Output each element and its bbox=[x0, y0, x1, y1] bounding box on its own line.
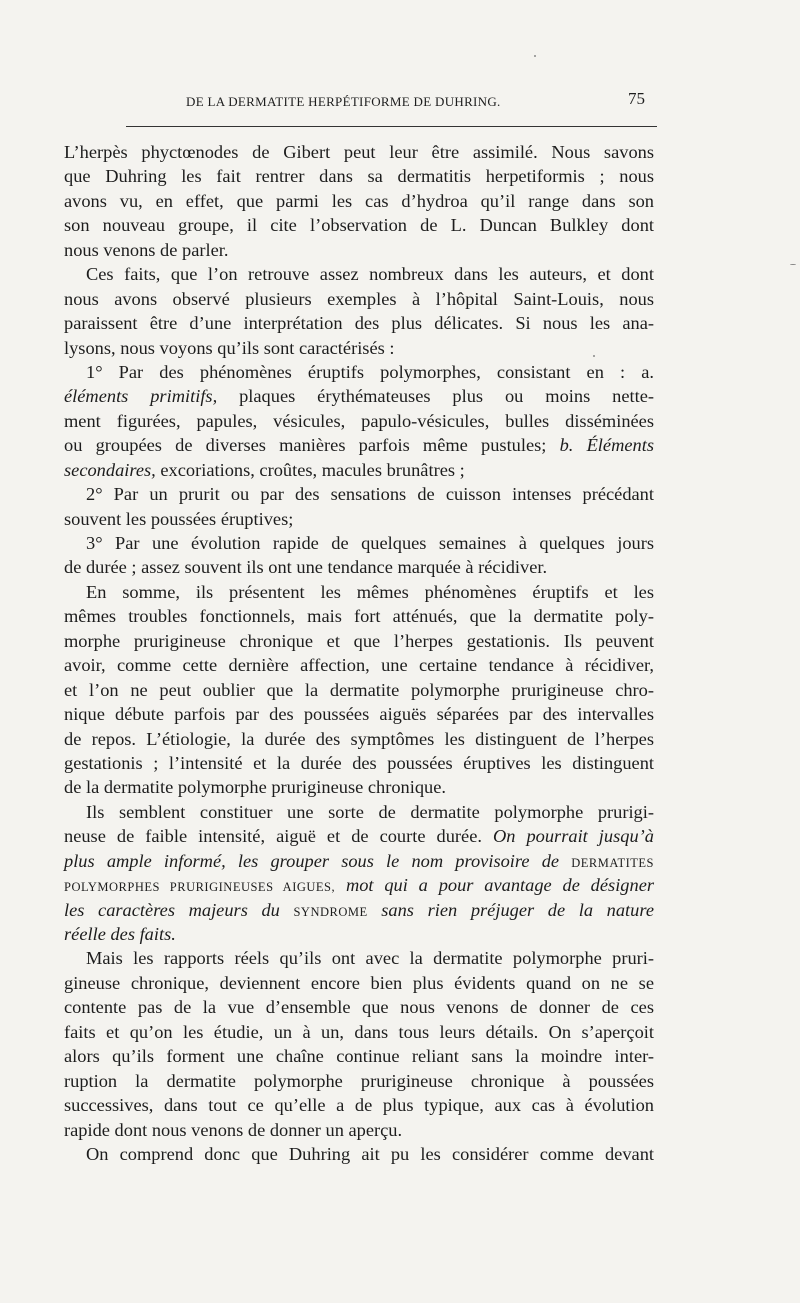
text-line: ruption la dermatite polymorphe prurigineuse chronique à poussées bbox=[64, 1070, 654, 1091]
text-line: Mais les rapports réels qu’ils ont avec la dermatite polymorphe pruri- bbox=[86, 948, 654, 969]
small-caps-phrase: POLYMORPHES PRURIGINEUSES AIGUES, bbox=[64, 880, 336, 895]
italic-phrase: mot qui a pour avantage de désigner bbox=[335, 875, 655, 896]
text-line: 3° Par une évolution rapide de quelques semaines à quelques jours bbox=[86, 533, 654, 553]
text-line: faits et qu’on les étudie, un à un, dans tous leurs détails. On s’aperçoit bbox=[64, 1021, 654, 1042]
text-line: de durée ; assez souvent ils ont une tendance marquée à récidiver. bbox=[64, 557, 548, 578]
text-fragment: ou groupées de diverses manières parfois même pustules; bbox=[64, 435, 560, 456]
text-line: gestationis ; l’intensité et la durée des poussées éruptives les distinguent bbox=[64, 752, 654, 773]
italic-phrase: éléments primitifs, bbox=[64, 386, 218, 407]
text-line: lysons, nous voyons qu’ils sont caractérisés : bbox=[64, 337, 395, 358]
text-line: avons vu, en effet, que parmi les cas d’hydroa qu’il range dans son bbox=[64, 190, 654, 211]
text-line: contente pas de la vue d’ensemble que nous venons de donner de ces bbox=[64, 997, 654, 1018]
text-line: rapide dont nous venons de donner un aperçu. bbox=[64, 1119, 403, 1140]
italic-phrase: On pourrait jusqu’à bbox=[492, 826, 654, 847]
text-line: Ils semblent constituer une sorte de dermatite polymorphe prurigi- bbox=[86, 801, 654, 822]
header-rule bbox=[126, 126, 657, 127]
text-line: nous avons observé plusieurs exemples à l’hôpital Saint-Louis, nous bbox=[64, 288, 654, 309]
italic-phrase: secondaires, bbox=[64, 459, 156, 480]
text-line bbox=[64, 458, 654, 482]
italic-phrase: sans rien préjuger de la nature bbox=[367, 899, 654, 920]
text-fragment: excoriations, croûtes, macules brunâtres ; bbox=[155, 459, 465, 480]
text-line: successives, dans tout ce qu’elle a de plus typique, aux cas à évolution bbox=[64, 1095, 654, 1116]
text-line: morphe prurigineuse chronique et que l’herpes gestationis. Ils peuvent bbox=[64, 630, 654, 651]
paper-speck bbox=[790, 264, 796, 265]
small-caps-phrase: SYNDROME bbox=[293, 904, 368, 919]
text-line: 1° Par des phénomènes éruptifs polymorphes, consistant en : a. bbox=[86, 361, 654, 382]
page-number: 75 bbox=[628, 89, 645, 108]
text-fragment: neuse de faible intensité, aiguë et de courte durée. bbox=[64, 826, 493, 847]
text-line: de repos. L’étiologie, la durée des symptômes les distinguent de l’herpes bbox=[64, 728, 654, 749]
text-line: L’herpès phyctœnodes de Gibert peut leur être assimilé. Nous savons bbox=[64, 142, 654, 162]
text-line: nique débute parfois par des poussées aiguës séparées par des intervalles bbox=[64, 704, 654, 725]
paper-speck bbox=[593, 355, 595, 357]
text-line: réelle des faits. bbox=[64, 924, 176, 944]
text-line bbox=[64, 849, 654, 873]
text-line bbox=[64, 824, 654, 848]
text-line: souvent les poussées éruptives; bbox=[64, 508, 294, 529]
small-caps-phrase: DERMATITES bbox=[571, 855, 654, 870]
text-line: que Duhring les fait rentrer dans sa dermatitis herpetiformis ; nous bbox=[64, 166, 654, 187]
text-line: Ces faits, que l’on retrouve assez nombreux dans les auteurs, et dont bbox=[86, 264, 654, 285]
text-line: En somme, ils présentent les mêmes phénomènes éruptifs et les bbox=[86, 581, 654, 602]
italic-phrase: b. Éléments bbox=[559, 435, 654, 456]
text-line: avoir, comme cette dernière affection, une certaine tendance à récidiver, bbox=[64, 655, 654, 676]
text-line: On comprend donc que Duhring ait pu les considérer comme devant bbox=[86, 1143, 654, 1164]
text-line: gineuse chronique, deviennent encore bien plus évidents quand on ne se bbox=[64, 972, 654, 993]
text-line bbox=[64, 873, 654, 897]
text-line: 2° Par un prurit ou par des sensations de cuisson intenses précédant bbox=[86, 484, 654, 505]
body-text bbox=[64, 140, 654, 1166]
text-line: paraissent être d’une interprétation des plus délicates. Si nous les ana- bbox=[64, 313, 654, 334]
text-line bbox=[64, 898, 654, 922]
text-line: son nouveau groupe, il cite l’observation de L. Duncan Bulkley dont bbox=[64, 215, 654, 236]
italic-phrase: les caractères majeurs du bbox=[64, 899, 294, 920]
text-line: alors qu’ils forment une chaîne continue reliant sans la moindre inter- bbox=[64, 1046, 654, 1067]
text-line bbox=[64, 384, 654, 408]
italic-phrase: plus ample informé, les grouper sous le nom provisoire de bbox=[64, 850, 572, 871]
text-fragment: plaques érythémateuses plus ou moins nette- bbox=[217, 386, 655, 407]
running-head: DE LA DERMATITE HERPÉTIFORME DE DUHRING. bbox=[186, 94, 501, 109]
text-line: et l’on ne peut oublier que la dermatite polymorphe prurigineuse chro- bbox=[64, 679, 654, 700]
paper-speck bbox=[534, 55, 536, 57]
text-line bbox=[64, 433, 654, 457]
text-line: ment figurées, papules, vésicules, papulo-vésicules, bulles disséminées bbox=[64, 410, 654, 431]
text-line: mêmes troubles fonctionnels, mais fort atténués, que la dermatite poly- bbox=[64, 606, 654, 627]
text-line: nous venons de parler. bbox=[64, 239, 229, 260]
text-line: de la dermatite polymorphe prurigineuse chronique. bbox=[64, 777, 446, 798]
